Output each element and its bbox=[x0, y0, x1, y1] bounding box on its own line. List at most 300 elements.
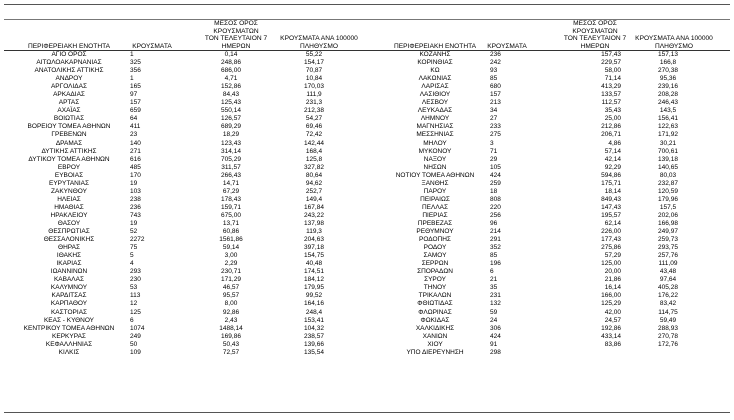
region-cell: ΜΕΣΣΗΝΙΑΣ bbox=[416, 131, 454, 139]
cases-cell: 93 bbox=[490, 67, 498, 75]
table-row bbox=[371, 131, 730, 139]
table-row bbox=[371, 83, 730, 91]
cases-cell: 325 bbox=[130, 59, 141, 67]
region-cell: ΚΩ bbox=[430, 67, 440, 75]
avg-cell: 175,71 bbox=[601, 179, 621, 187]
per100k-cell: 179,96 bbox=[658, 195, 678, 203]
region-cell: ΔΡΑΜΑΣ bbox=[55, 139, 83, 147]
region-cell: ΗΡΑΚΛΕΙΟΥ bbox=[50, 211, 88, 219]
cases-cell: 214 bbox=[490, 228, 501, 236]
region-cell: ΥΠΟ ΔΙΕΡΕΥΝΗΣΗ bbox=[406, 348, 464, 356]
per100k-cell: 164,16 bbox=[304, 300, 324, 308]
per100k-cell: 157,13 bbox=[658, 51, 678, 58]
avg-cell: 125,29 bbox=[601, 300, 621, 308]
table-row bbox=[371, 51, 730, 59]
avg-cell: 686,00 bbox=[221, 67, 241, 75]
per100k-cell: 80,03 bbox=[659, 171, 677, 179]
table-row bbox=[4, 180, 369, 188]
avg-cell: 95,57 bbox=[222, 292, 240, 300]
cases-cell: 53 bbox=[130, 284, 138, 292]
avg-cell: 50,43 bbox=[222, 340, 240, 348]
avg-cell: 206,71 bbox=[601, 131, 621, 139]
avg-cell: 195,57 bbox=[601, 211, 621, 219]
region-cell: ΚΕΡΚΥΡΑΣ bbox=[52, 332, 86, 340]
avg-cell: 230,71 bbox=[221, 268, 241, 276]
region-cell: ΚΑΡΠΑΘΟΥ bbox=[50, 300, 88, 308]
table-row bbox=[4, 148, 369, 156]
table-row bbox=[371, 196, 730, 204]
table-row bbox=[4, 228, 369, 236]
cases-cell: 424 bbox=[490, 171, 501, 179]
region-cell: ΕΒΡΟΥ bbox=[57, 163, 81, 171]
avg-cell: 42,00 bbox=[604, 308, 621, 316]
table-row bbox=[371, 172, 730, 180]
table-row bbox=[4, 349, 369, 357]
per100k-cell: 259,73 bbox=[658, 236, 678, 244]
region-cell: ΡΟΔΟΠΗΣ bbox=[419, 236, 451, 244]
avg-cell: 126,57 bbox=[221, 115, 241, 123]
table-row bbox=[371, 341, 730, 349]
per100k-cell: 80,64 bbox=[305, 171, 323, 179]
table-row bbox=[371, 148, 730, 156]
avg-cell: 849,43 bbox=[601, 195, 621, 203]
table-row bbox=[4, 252, 369, 260]
top-rule bbox=[4, 4, 730, 5]
per100k-cell: 257,76 bbox=[658, 252, 678, 260]
avg-cell: 248,86 bbox=[221, 59, 241, 67]
avg-cell: 24,57 bbox=[604, 316, 621, 324]
per100k-cell: 70,87 bbox=[305, 67, 323, 75]
table-row bbox=[4, 131, 369, 139]
region-cell: ΔΥΤΙΚΗΣ ΑΤΤΙΚΗΣ bbox=[41, 147, 97, 155]
cases-cell: 3 bbox=[490, 139, 494, 147]
per100k-cell: 97,64 bbox=[659, 276, 677, 284]
region-cell: ΣΥΡΟΥ bbox=[424, 276, 446, 284]
per100k-cell: 30,21 bbox=[659, 139, 677, 147]
header-cases: ΚΡΟΥΣΜΑΤΑ bbox=[487, 42, 527, 50]
region-cell: ΚΕΦΑΛΛΗΝΙΑΣ bbox=[45, 340, 93, 348]
per100k-cell: 149,4 bbox=[305, 195, 323, 203]
table-row bbox=[371, 333, 730, 341]
table-row bbox=[371, 284, 730, 292]
per100k-cell: 135,54 bbox=[304, 348, 324, 356]
avg-cell: 2,43 bbox=[224, 316, 238, 324]
cases-cell: 27 bbox=[490, 115, 498, 123]
per100k-cell: 243,22 bbox=[304, 211, 324, 219]
cases-cell: 125 bbox=[130, 308, 141, 316]
table-row bbox=[371, 67, 730, 75]
per100k-cell: 139,18 bbox=[658, 155, 678, 163]
region-cell: ΚΟΡΙΝΘΙΑΣ bbox=[417, 59, 453, 67]
per100k-cell: 59,49 bbox=[659, 316, 677, 324]
avg-cell: 42,14 bbox=[604, 155, 621, 163]
cases-cell: 23 bbox=[130, 131, 138, 139]
region-cell: ΣΑΜΟΥ bbox=[423, 252, 447, 260]
region-cell: ΛΕΣΒΟΥ bbox=[421, 99, 449, 107]
avg-cell: 72,57 bbox=[222, 348, 240, 356]
avg-cell: 84,43 bbox=[222, 91, 240, 99]
cases-cell: 352 bbox=[490, 244, 501, 252]
cases-cell: 5 bbox=[130, 252, 134, 260]
avg-cell: 133,57 bbox=[601, 91, 621, 99]
region-cell: ΧΑΛΚΙΔΙΚΗΣ bbox=[415, 324, 455, 332]
cases-cell: 659 bbox=[130, 107, 141, 115]
table-row bbox=[371, 268, 730, 276]
region-cell: ΝΟΤΙΟΥ ΤΟΜΕΑ ΑΘΗΝΩΝ bbox=[395, 171, 475, 179]
header-per-100k: ΚΡΟΥΣΜΑΤΑ ΑΝΑ 100000 ΠΛΗΘΥΣΜΟ bbox=[280, 35, 358, 50]
avg-cell: 18,29 bbox=[222, 131, 240, 139]
table-row bbox=[4, 67, 369, 75]
table-row bbox=[4, 220, 369, 228]
per100k-cell: 270,38 bbox=[658, 67, 678, 75]
region-cell: ΠΕΛΛΑΣ bbox=[421, 203, 449, 211]
header-7day-average: ΜΕΣΟΣ ΟΡΟΣ ΚΡΟΥΣΜΑΤΩΝ ΤΟΝ ΤΕΛΕΥΤΑΙΟΝ 7 ΗΜΕΡΩΝ bbox=[563, 20, 627, 50]
table-row bbox=[4, 83, 369, 91]
region-cell: ΠΡΕΒΕΖΑΣ bbox=[417, 219, 453, 227]
avg-cell: 171,29 bbox=[221, 276, 241, 284]
cases-cell: 71 bbox=[490, 147, 498, 155]
cases-cell: 170 bbox=[130, 171, 141, 179]
region-cell: ΘΗΡΑΣ bbox=[58, 244, 80, 252]
region-cell: ΕΥΒΟΙΑΣ bbox=[54, 171, 84, 179]
cases-cell: 256 bbox=[490, 211, 501, 219]
cases-cell: 411 bbox=[130, 123, 141, 131]
table-row bbox=[4, 75, 369, 83]
avg-cell: 705,29 bbox=[221, 155, 241, 163]
per100k-cell: 140,65 bbox=[658, 163, 678, 171]
table-row bbox=[4, 276, 369, 284]
per100k-cell: 139,66 bbox=[304, 340, 324, 348]
per100k-cell: 40,48 bbox=[305, 260, 323, 268]
avg-cell: 125,00 bbox=[601, 260, 621, 268]
region-cell: ΛΑΡΙΣΑΣ bbox=[421, 83, 449, 91]
avg-cell: 57,14 bbox=[604, 147, 621, 155]
avg-cell: 20,00 bbox=[604, 268, 621, 276]
cases-cell: 291 bbox=[490, 236, 501, 244]
per100k-cell: 397,18 bbox=[304, 244, 324, 252]
per100k-cell: 83,42 bbox=[659, 300, 677, 308]
cases-cell: 196 bbox=[490, 260, 501, 268]
cases-cell: 157 bbox=[490, 91, 501, 99]
per100k-cell: 700,61 bbox=[658, 147, 678, 155]
table-row bbox=[371, 99, 730, 107]
region-cell: ΑΝΑΤΟΛΙΚΗΣ ΑΤΤΙΚΗΣ bbox=[34, 67, 104, 75]
cases-cell: 298 bbox=[490, 348, 501, 356]
per100k-cell: 176,22 bbox=[658, 292, 678, 300]
table-row bbox=[4, 309, 369, 317]
region-cell: ΝΗΣΩΝ bbox=[423, 163, 447, 171]
avg-cell: 13,71 bbox=[222, 219, 240, 227]
per100k-cell: 69,46 bbox=[305, 123, 323, 131]
table-row bbox=[371, 140, 730, 148]
region-cell: ΠΑΡΟΥ bbox=[423, 187, 447, 195]
region-cell: ΚΑΡΔΙΤΣΑΣ bbox=[51, 292, 87, 300]
region-cell: ΧΑΝΙΩΝ bbox=[422, 332, 448, 340]
cases-cell: 34 bbox=[490, 107, 498, 115]
table-row bbox=[4, 188, 369, 196]
table-row bbox=[371, 204, 730, 212]
cases-cell: 85 bbox=[490, 252, 498, 260]
avg-cell: 18,14 bbox=[604, 187, 621, 195]
cases-cell: 230 bbox=[130, 276, 141, 284]
avg-cell: 314,14 bbox=[221, 147, 241, 155]
per100k-cell: 95,36 bbox=[659, 75, 677, 83]
avg-cell: 0,14 bbox=[224, 51, 238, 58]
table-row bbox=[4, 59, 369, 67]
region-cell: ΛΑΚΩΝΙΑΣ bbox=[418, 75, 452, 83]
cases-cell: 96 bbox=[490, 219, 498, 227]
cases-cell: 424 bbox=[490, 332, 501, 340]
cases-cell: 356 bbox=[130, 67, 141, 75]
cases-cell: 306 bbox=[490, 324, 501, 332]
avg-cell: 2,29 bbox=[224, 260, 238, 268]
cases-cell: 52 bbox=[130, 228, 138, 236]
region-cell: ΝΑΞΟΥ bbox=[423, 155, 447, 163]
avg-cell: 226,00 bbox=[601, 228, 621, 236]
per100k-cell: 231,3 bbox=[305, 99, 323, 107]
avg-cell: 35,43 bbox=[604, 107, 621, 115]
region-cell: ΞΑΝΘΗΣ bbox=[421, 179, 449, 187]
region-cell: ΛΕΥΚΑΔΑΣ bbox=[417, 107, 453, 115]
region-cell: ΧΙΟΥ bbox=[427, 340, 443, 348]
per100k-cell: 10,84 bbox=[305, 75, 323, 83]
per100k-cell: 111,09 bbox=[658, 260, 678, 268]
per100k-cell: 248,4 bbox=[305, 308, 323, 316]
region-cell: ΑΡΤΑΣ bbox=[58, 99, 80, 107]
cases-cell: 236 bbox=[130, 203, 141, 211]
cases-cell: 1074 bbox=[130, 324, 145, 332]
left-rows bbox=[4, 51, 369, 357]
per100k-cell: 172,76 bbox=[658, 340, 678, 348]
cases-cell: 233 bbox=[490, 123, 501, 131]
cases-cell: 85 bbox=[490, 75, 498, 83]
table-row bbox=[371, 220, 730, 228]
per100k-cell: 94,62 bbox=[305, 179, 323, 187]
table-row bbox=[4, 284, 369, 292]
table-row bbox=[4, 268, 369, 276]
avg-cell: 14,71 bbox=[222, 179, 240, 187]
avg-cell: 212,86 bbox=[601, 123, 621, 131]
region-cell: ΚΑΛΥΜΝΟΥ bbox=[50, 284, 88, 292]
avg-cell: 159,71 bbox=[221, 203, 241, 211]
region-cell: ΑΧΑΪΑΣ bbox=[57, 107, 81, 115]
table-row bbox=[371, 309, 730, 317]
region-cell: ΦΘΙΩΤΙΔΑΣ bbox=[417, 300, 453, 308]
per100k-cell: 293,75 bbox=[658, 244, 678, 252]
avg-cell: 62,14 bbox=[604, 219, 621, 227]
per100k-cell: 143,5 bbox=[659, 107, 677, 115]
header-region: ΠΕΡΙΦΕΡΕΙΑΚΗ ΕΝΟΤΗΤΑ bbox=[393, 42, 477, 50]
cases-cell: 91 bbox=[490, 340, 498, 348]
region-cell: ΚΑΒΑΛΑΣ bbox=[53, 276, 85, 284]
cases-cell: 19 bbox=[130, 179, 138, 187]
table-row bbox=[371, 244, 730, 252]
per100k-cell: 137,98 bbox=[304, 219, 324, 227]
region-cell: ΛΑΣΙΘΙΟΥ bbox=[419, 91, 451, 99]
per100k-cell: 167,84 bbox=[304, 203, 324, 211]
cases-cell: 249 bbox=[130, 332, 141, 340]
avg-cell: 3,00 bbox=[224, 252, 238, 260]
table-row bbox=[371, 349, 730, 357]
region-cell: ΓΡΕΒΕΝΩΝ bbox=[51, 131, 87, 139]
region-cell: ΡΕΘΥΜΝΟΥ bbox=[416, 228, 454, 236]
avg-cell: 46,57 bbox=[222, 284, 240, 292]
cases-cell: 19 bbox=[130, 219, 138, 227]
avg-cell: 178,43 bbox=[221, 195, 241, 203]
region-cell: ΤΗΝΟΥ bbox=[423, 284, 447, 292]
cases-cell: 132 bbox=[490, 300, 501, 308]
table-row bbox=[4, 196, 369, 204]
region-cell: ΘΕΣΣΑΛΟΝΙΚΗΣ bbox=[43, 236, 95, 244]
avg-cell: 8,00 bbox=[224, 300, 238, 308]
per100k-cell: 54,27 bbox=[305, 115, 323, 123]
table-row bbox=[371, 156, 730, 164]
region-cell: ΙΩΑΝΝΙΝΩΝ bbox=[50, 268, 88, 276]
per100k-cell: 154,17 bbox=[304, 59, 324, 67]
cases-cell: 220 bbox=[490, 203, 501, 211]
per100k-cell: 157,5 bbox=[659, 203, 677, 211]
table-row bbox=[4, 333, 369, 341]
cases-cell: 113 bbox=[130, 292, 141, 300]
cases-cell: 616 bbox=[130, 155, 141, 163]
per100k-cell: 166,98 bbox=[658, 219, 678, 227]
region-cell: ΑΓΙΟ ΟΡΟΣ bbox=[51, 51, 87, 58]
avg-cell: 275,86 bbox=[601, 244, 621, 252]
cases-cell: 29 bbox=[490, 155, 498, 163]
table-row bbox=[4, 212, 369, 220]
cases-cell: 21 bbox=[490, 276, 498, 284]
table-row bbox=[371, 91, 730, 99]
region-cell: ΜΑΓΝΗΣΙΑΣ bbox=[416, 123, 454, 131]
avg-cell: 177,43 bbox=[601, 236, 621, 244]
avg-cell: 57,29 bbox=[604, 252, 621, 260]
table-row bbox=[4, 300, 369, 308]
avg-cell: 229,57 bbox=[601, 59, 621, 67]
avg-cell: 4,71 bbox=[224, 75, 238, 83]
table-row bbox=[4, 115, 369, 123]
avg-cell: 83,86 bbox=[604, 340, 621, 348]
table-row bbox=[4, 317, 369, 325]
cases-cell: 103 bbox=[130, 187, 141, 195]
region-cell: ΣΠΟΡΑΔΩΝ bbox=[417, 268, 453, 276]
cases-cell: 105 bbox=[490, 163, 501, 171]
per100k-cell: 153,41 bbox=[304, 316, 324, 324]
header-region: ΠΕΡΙΦΕΡΕΙΑΚΗ ΕΝΟΤΗΤΑ bbox=[27, 42, 111, 50]
avg-cell: 169,86 bbox=[221, 332, 241, 340]
avg-cell: 311,57 bbox=[221, 163, 241, 171]
per100k-cell: 166,8 bbox=[659, 59, 677, 67]
per100k-cell: 327,82 bbox=[304, 163, 324, 171]
region-cell: ΡΟΔΟΥ bbox=[423, 244, 447, 252]
table-row bbox=[371, 123, 730, 131]
table-row bbox=[371, 325, 730, 333]
avg-cell: 67,29 bbox=[222, 187, 240, 195]
table-row bbox=[4, 260, 369, 268]
region-cell: ΚΕΝΤΡΙΚΟΥ ΤΟΜΕΑ ΑΘΗΝΩΝ bbox=[23, 324, 115, 332]
region-cell: ΘΕΣΠΡΩΤΙΑΣ bbox=[48, 228, 90, 236]
cases-cell: 808 bbox=[490, 195, 501, 203]
avg-cell: 192,86 bbox=[601, 324, 621, 332]
per100k-cell: 142,44 bbox=[304, 139, 324, 147]
cases-cell: 24 bbox=[490, 316, 498, 324]
region-cell: ΠΙΕΡΙΑΣ bbox=[422, 211, 448, 219]
avg-cell: 550,14 bbox=[221, 107, 241, 115]
table-row bbox=[4, 292, 369, 300]
per100k-cell: 202,06 bbox=[658, 211, 678, 219]
table-row bbox=[371, 228, 730, 236]
cases-cell: 1 bbox=[130, 51, 134, 58]
cases-cell: 242 bbox=[490, 59, 501, 67]
left-table bbox=[4, 20, 369, 412]
cases-cell: 259 bbox=[490, 179, 501, 187]
avg-cell: 689,29 bbox=[221, 123, 241, 131]
region-cell: ΔΥΤΙΚΟΥ ΤΟΜΕΑ ΑΘΗΝΩΝ bbox=[28, 155, 110, 163]
avg-cell: 1561,86 bbox=[219, 236, 243, 244]
avg-cell: 21,86 bbox=[604, 276, 621, 284]
per100k-cell: 154,75 bbox=[304, 252, 324, 260]
cases-cell: 35 bbox=[490, 284, 498, 292]
table-row bbox=[4, 51, 369, 59]
region-cell: ΗΜΑΘΙΑΣ bbox=[54, 203, 84, 211]
table-row bbox=[371, 180, 730, 188]
per100k-cell: 168,4 bbox=[305, 147, 323, 155]
table-row bbox=[4, 172, 369, 180]
per100k-cell: 122,63 bbox=[658, 123, 678, 131]
table-row bbox=[371, 115, 730, 123]
table-row bbox=[4, 123, 369, 131]
header-cases: ΚΡΟΥΣΜΑΤΑ bbox=[132, 42, 172, 50]
table-row bbox=[4, 164, 369, 172]
cases-cell: 6 bbox=[490, 268, 494, 276]
table-row bbox=[4, 236, 369, 244]
table-row bbox=[4, 91, 369, 99]
avg-cell: 59,14 bbox=[222, 244, 240, 252]
cases-cell: 293 bbox=[130, 268, 141, 276]
table-row bbox=[4, 325, 369, 333]
cases-cell: 12 bbox=[130, 300, 138, 308]
avg-cell: 413,29 bbox=[601, 83, 621, 91]
header-7day-average: ΜΕΣΟΣ ΟΡΟΣ ΚΡΟΥΣΜΑΤΩΝ ΤΟΝ ΤΕΛΕΥΤΑΙΟΝ 7 ΗΜΕΡΩΝ bbox=[204, 20, 268, 50]
table-row bbox=[371, 212, 730, 220]
table-row bbox=[371, 252, 730, 260]
table-row bbox=[371, 59, 730, 67]
region-cell: ΣΕΡΡΩΝ bbox=[421, 260, 449, 268]
avg-cell: 125,43 bbox=[221, 99, 241, 107]
cases-cell: 18 bbox=[490, 187, 498, 195]
avg-cell: 152,86 bbox=[221, 83, 241, 91]
cases-cell: 59 bbox=[490, 308, 498, 316]
per100k-cell: 170,03 bbox=[304, 83, 324, 91]
per100k-cell: 179,95 bbox=[304, 284, 324, 292]
cases-cell: 236 bbox=[490, 51, 501, 58]
right-rows bbox=[371, 51, 730, 357]
avg-cell: 433,14 bbox=[601, 332, 621, 340]
region-cell: ΚΟΖΑΝΗΣ bbox=[419, 51, 451, 58]
avg-cell: 58,00 bbox=[604, 67, 621, 75]
region-cell: ΚΕΑΣ - ΚΥΘΝΟΥ bbox=[43, 316, 95, 324]
avg-cell: 16,14 bbox=[604, 284, 621, 292]
per100k-cell: 208,28 bbox=[658, 91, 678, 99]
per100k-cell: 239,16 bbox=[658, 83, 678, 91]
table-row bbox=[4, 107, 369, 115]
per100k-cell: 288,93 bbox=[658, 324, 678, 332]
avg-cell: 166,00 bbox=[601, 292, 621, 300]
per100k-cell: 232,87 bbox=[658, 179, 678, 187]
cases-cell: 1 bbox=[130, 75, 134, 83]
cases-cell: 271 bbox=[130, 147, 141, 155]
per100k-cell: 72,42 bbox=[305, 131, 323, 139]
bottom-rule bbox=[4, 412, 730, 413]
